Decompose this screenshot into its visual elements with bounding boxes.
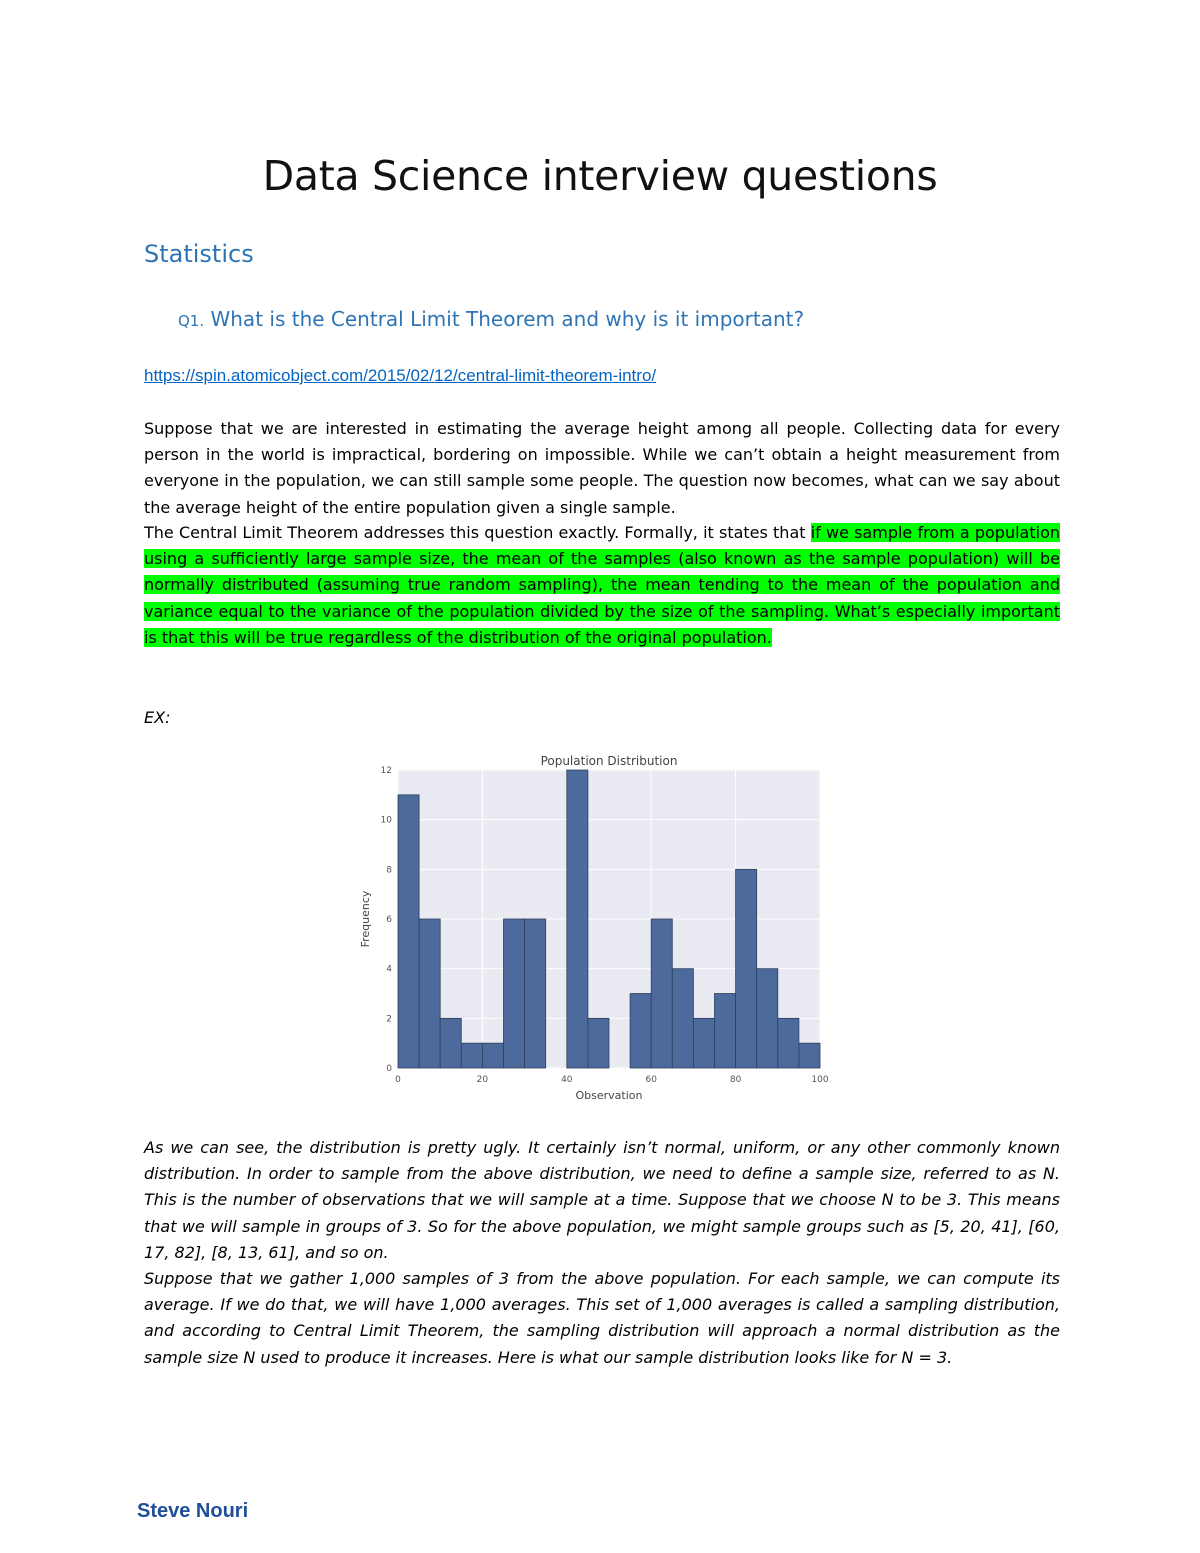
histogram-bar — [630, 994, 651, 1069]
x-tick-label: 80 — [729, 1075, 742, 1085]
x-tick-label: 40 — [561, 1075, 573, 1085]
paragraph-sampling-distribution: Suppose that we gather 1,000 samples of 3 from the above population. For each sample, we can compute its average. If we do that, we will have 1,000 averages. This set of 1,000 averages is called a sampling distribution, and according to Central Limit Theorem, the sampling distribution will approach a normal distribution as the sample size N used to produce it increases. Here is what our sample distribution looks like for N = 3. — [144, 1269, 1060, 1367]
footer-author: Steve Nouri — [137, 1500, 249, 1522]
x-tick-label: 60 — [645, 1075, 657, 1085]
y-tick-label: 8 — [386, 865, 392, 876]
y-tick-label: 0 — [386, 1064, 392, 1074]
chart-title: Population Distribution — [540, 754, 678, 768]
example-label: EX: — [144, 708, 171, 727]
histogram-bar — [567, 770, 588, 1068]
y-tick-label: 4 — [386, 964, 392, 975]
histogram-bar — [651, 919, 672, 1068]
histogram-bar — [525, 919, 546, 1068]
y-tick-label: 6 — [386, 915, 392, 925]
x-tick-label: 0 — [395, 1075, 401, 1085]
histogram-bar — [440, 1018, 461, 1068]
reference-link[interactable]: https://spin.atomicobject.com/2015/02/12/central-limit-theorem-intro/ — [144, 366, 657, 385]
question-text: What is the Central Limit Theorem and why is it important? — [210, 307, 805, 331]
highlighted-text: if we sample from a population using a sufficiently large sample size, the mean of the samples (also known as the sample population) will be normally distributed (assuming true random sampling), the mean tending to the mean of the population and variance equal to the variance of the population divided by the size of the sampling. What’s especially important is that this will be true regardless of the distribution of the original population. — [144, 523, 1060, 647]
histogram-bar — [482, 1043, 503, 1068]
histogram-bar — [736, 869, 757, 1068]
y-axis-label: Frequency — [359, 890, 372, 948]
histogram-bar — [504, 919, 525, 1068]
histogram-bar — [419, 919, 440, 1068]
histogram-bar — [799, 1043, 820, 1068]
paragraph-sampling: As we can see, the distribution is pretty ugly. It certainly isn’t normal, uniform, or any other commonly known distribution. In order to sample from the above distribution, we need to define a sample size, referred to as N. This is the number of observations that we will sample at a time. Suppose that we choose N to be 3. This means that we will sample in groups of 3. So for the above population, we might sample groups such as [5, 20, 41], [60, 17, 82], [8, 13, 61], and so on. — [144, 1138, 1060, 1262]
histogram-bar — [715, 994, 736, 1069]
y-tick-label: 12 — [380, 766, 392, 776]
question-heading — [178, 307, 804, 331]
histogram-bar — [461, 1043, 482, 1068]
histogram-bar — [398, 795, 419, 1068]
document-title: Data Science interview questions — [262, 152, 938, 200]
x-axis-label: Observation — [575, 1089, 643, 1102]
section-heading: Statistics — [144, 240, 254, 268]
histogram-bar — [757, 969, 778, 1068]
y-tick-label: 10 — [380, 815, 392, 826]
paragraph-clt — [144, 520, 1060, 651]
histogram-bar — [588, 1018, 609, 1068]
x-tick-label: 20 — [476, 1075, 489, 1085]
x-tick-label: 100 — [811, 1075, 829, 1085]
question-number: Q1. — [178, 312, 205, 330]
histogram-bar — [778, 1018, 799, 1068]
chart-svg — [355, 748, 835, 1108]
histogram-bar — [672, 969, 693, 1068]
histogram-bar — [693, 1018, 714, 1068]
paragraph-intro: Suppose that we are interested in estimating the average height among all people. Collecting data for every person in the world is impractical, bordering on impossible. While we can’t obtain a height measurement from everyone in the population, we can still sample some people. The question now becomes, what can we say about the average height of the entire population given a single sample. — [144, 419, 1060, 517]
population-distribution-chart — [355, 748, 835, 1108]
y-tick-label: 2 — [386, 1014, 392, 1025]
paragraph-clt-plain: The Central Limit Theorem addresses this question exactly. Formally, it states that — [144, 523, 811, 542]
